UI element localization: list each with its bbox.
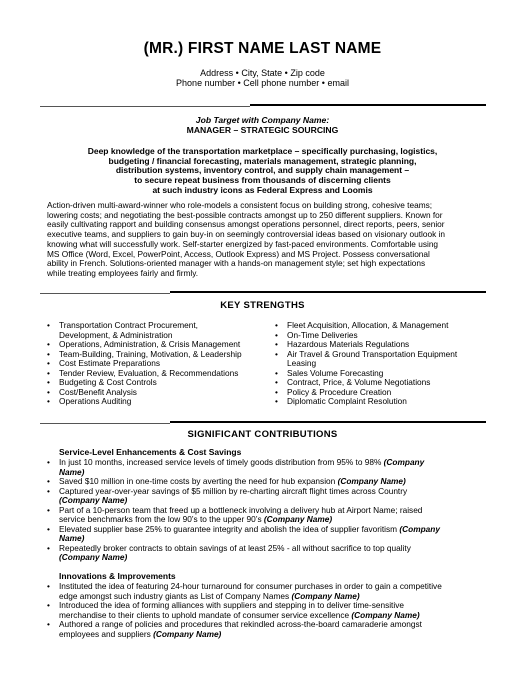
list-item: employees and suppliers (Company Name) <box>59 628 222 639</box>
contributions-heading: SIGNIFICANT CONTRIBUTIONS <box>187 429 338 440</box>
profile-line: executive teams, and suppliers to gain buy-in on seemingly controversial ideas based on visionary outlook in <box>47 229 446 240</box>
sc-divider-left <box>40 423 170 424</box>
job-title: MANAGER – STRATEGIC SOURCING <box>186 125 339 135</box>
list-item: • Tender Review, Evaluation, & Recommendations <box>47 367 239 378</box>
ks-divider-left <box>40 293 170 294</box>
list-item: • On-Time Deliveries <box>275 329 358 340</box>
list-item: • Transportation Contract Procurement, <box>47 320 198 330</box>
list-item: • Captured year-over-year savings of $5 million by re-charting aircraft flight times across Country <box>47 485 408 496</box>
list-item: • Cost Estimate Preparations <box>47 358 160 368</box>
summary-line: at such industry icons as Federal Express and Loomis <box>152 184 373 195</box>
summary-block <box>40 147 485 196</box>
phone-email-line: Phone number • Cell phone number • email <box>176 78 349 88</box>
list-item: • Authored a range of policies and procedures that rekindled across-the-board camaraderie amongst <box>47 619 422 629</box>
list-item: • Operations, Administration, & Crisis Management <box>47 339 241 349</box>
profile-line: while treating employees fairly and firmly. <box>47 267 199 278</box>
contributions-list-1 <box>47 458 487 563</box>
list-item: • Part of a 10-person team that freed up a bottleneck involving a delivery hub at Airport Name; raised <box>47 504 423 515</box>
list-item: Name) <box>59 466 85 477</box>
divider-right <box>250 104 486 106</box>
address-line: Address • City, State • Zip code <box>200 68 325 78</box>
sc-divider-right <box>170 421 486 423</box>
summary-line: distribution systems, inventory control, and supply chain management – <box>115 165 410 176</box>
summary-line: to secure repeat business from thousands of discerning clients <box>134 175 391 186</box>
profile-line: easily cultivating rapport and building consensus amongst operations personnel, direct reports, peers, senior <box>47 219 445 230</box>
list-item: service benchmarks from the low 90’s to the upper 90’s (Company Name) <box>59 514 333 524</box>
strengths-left-list <box>47 321 262 407</box>
summary-line: Deep knowledge of the transportation marketplace – specifically purchasing, logistics, <box>87 146 438 156</box>
list-item: • Saved $10 million in one-time costs by averting the need for hub expansion (Company Name) <box>47 476 406 486</box>
list-item: (Company Name) <box>59 495 128 505</box>
key-strengths-heading: KEY STRENGTHS <box>220 300 305 311</box>
list-item: edge amongst such industry giants as List of Company Names (Company Name) <box>59 590 360 601</box>
contributions-subheading: Innovations & Improvements <box>59 571 176 581</box>
list-item: • Cost/Benefit Analysis <box>47 386 137 397</box>
list-item: • Sales Volume Forecasting <box>275 367 384 378</box>
profile-line: knowing what will successfully work. Self-starter energized by fast-paced environments. Comfortable using <box>47 238 439 249</box>
list-item: • Budgeting & Cost Controls <box>47 377 157 387</box>
list-item: • Fleet Acquisition, Allocation, & Management <box>275 320 449 330</box>
list-item: (Company Name) <box>59 552 128 562</box>
list-item: Leasing <box>287 358 317 368</box>
profile-line: ability in French. Solutions-oriented manager with a hands-on management style; set high expectations <box>47 258 426 269</box>
profile-line: MS Office (Word, Excel, PowerPoint, Access, Outlook Express) and MS Project. Possess conversational <box>47 248 430 259</box>
list-item: • Introduced the idea of forming alliances with suppliers and stepping in to deliver time-sensitive <box>47 600 404 610</box>
ks-divider-right <box>170 291 486 293</box>
list-item: • Policy & Procedure Creation <box>275 386 392 397</box>
list-item: • Air Travel & Ground Transportation Equipment <box>275 348 458 359</box>
profile-line: Action-driven multi-award-winner who role-models a consistent focus on building strong, cohesive teams; <box>47 200 433 210</box>
candidate-name: (MR.) FIRST NAME LAST NAME <box>143 40 382 57</box>
list-item: • Diplomatic Complaint Resolution <box>275 396 407 406</box>
list-item: merchandise to their clients to uphold mandate of consumer service excellence (Company Name) <box>59 609 420 620</box>
list-item: Name) <box>59 533 85 543</box>
contributions-subheading: Service-Level Enhancements & Cost Savings <box>59 447 242 457</box>
strengths-right-list <box>275 321 490 407</box>
list-item: • Operations Auditing <box>47 396 132 406</box>
contributions-list-2 <box>47 582 487 639</box>
list-item: Development, & Administration <box>59 329 173 340</box>
profile-paragraph <box>47 201 487 279</box>
divider-left <box>40 106 250 107</box>
job-target-label: Job Target with Company Name: <box>195 115 330 125</box>
list-item: • In just 10 months, increased service levels of timely goods distribution from 95% to 98% (Company <box>47 457 425 467</box>
summary-line: budgeting / financial forecasting, materials management, strategic planning, <box>108 155 417 166</box>
list-item: • Hazardous Materials Regulations <box>275 339 410 349</box>
list-item: • Instituted the idea of featuring 24-hour turnaround for consumer purchases in order to gain a competitive <box>47 581 442 591</box>
list-item: • Team-Building, Training, Motivation, & Leadership <box>47 348 242 359</box>
list-item: • Contract, Price, & Volume Negotiations <box>275 377 431 387</box>
profile-line: lowering costs; and negotiating the best-possible contracts amongst up to 250 different suppliers. Known for <box>47 209 443 220</box>
list-item: • Elevated supplier base 25% to guarantee integrity and abolish the idea of supplier favoritism (Company <box>47 523 440 534</box>
list-item: • Repeatedly broker contracts to obtain savings of at least 25% - all without sacrifice to top quality <box>47 542 411 553</box>
